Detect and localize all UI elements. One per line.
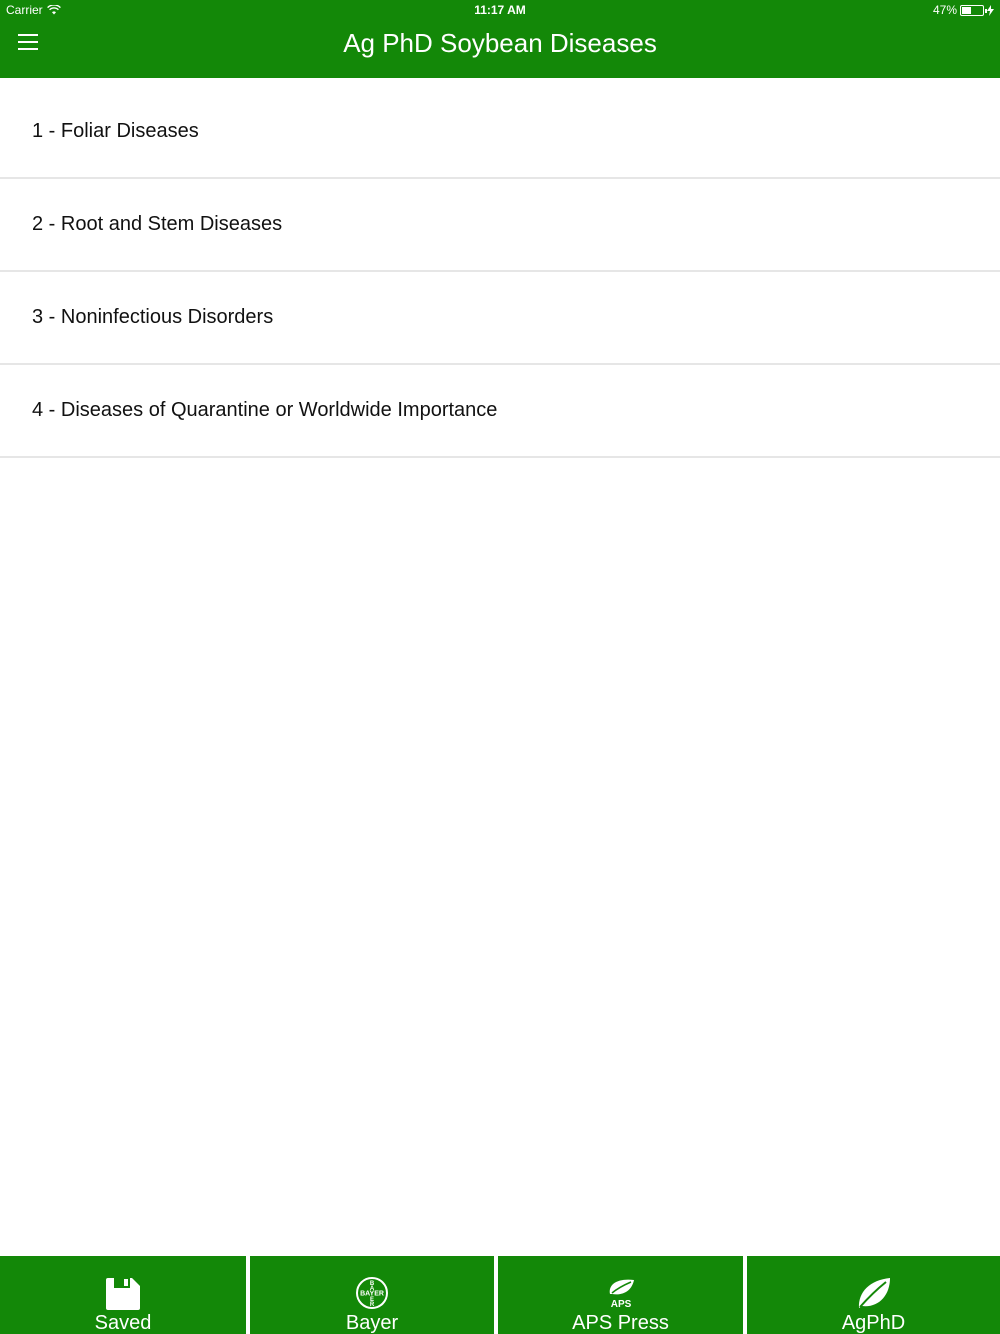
list-item-label: 1 - Foliar Diseases [32, 120, 199, 142]
svg-text:BAYER: BAYER [360, 1290, 384, 1298]
svg-text:B: B [369, 1281, 375, 1287]
status-right [933, 3, 994, 17]
floppy-disk-icon [106, 1278, 140, 1310]
tab-label: Bayer [345, 1312, 399, 1334]
tab-bayer[interactable] [250, 1256, 494, 1334]
list-item-label: 3 - Noninfectious Disorders [32, 306, 274, 328]
battery-fill [962, 7, 971, 14]
status-time: 11:17 AM [474, 3, 526, 17]
carrier-label: Carrier [6, 3, 43, 17]
svg-text:E: E [369, 1297, 375, 1303]
tab-label: APS Press [572, 1312, 669, 1334]
tab-aps-press[interactable] [498, 1256, 743, 1334]
page-title: Ag PhD Soybean Diseases [343, 28, 657, 58]
bottom-tab-bar [0, 1256, 1000, 1334]
status-bar [0, 0, 1000, 20]
tab-label: Saved [94, 1312, 152, 1334]
app-header [0, 0, 1000, 78]
battery-icon [960, 5, 984, 16]
list-item-label: 2 - Root and Stem Diseases [32, 213, 283, 235]
list-item-foliar-diseases[interactable] [0, 86, 1000, 179]
list-item-quarantine-diseases[interactable] [0, 365, 1000, 458]
tab-label: AgPhD [841, 1312, 906, 1334]
charging-bolt-icon [987, 5, 994, 16]
list-item-label: 4 - Diseases of Quarantine or Worldwide Importance [32, 399, 498, 421]
list-item-noninfectious-disorders[interactable] [0, 272, 1000, 365]
battery-tip [985, 9, 987, 13]
list-item-root-stem-diseases[interactable] [0, 179, 1000, 272]
svg-text:APS: APS [610, 1299, 631, 1310]
bayer-cross-logo [355, 1276, 389, 1310]
disease-category-list [0, 86, 1000, 458]
svg-text:R: R [369, 1302, 375, 1308]
tab-saved[interactable] [0, 1256, 246, 1334]
tab-agphd[interactable] [747, 1256, 1000, 1334]
leaf-icon [856, 1276, 892, 1310]
battery-percent: 47% [932, 3, 957, 17]
aps-leaf-logo [604, 1276, 638, 1310]
svg-text:A: A [369, 1286, 375, 1292]
